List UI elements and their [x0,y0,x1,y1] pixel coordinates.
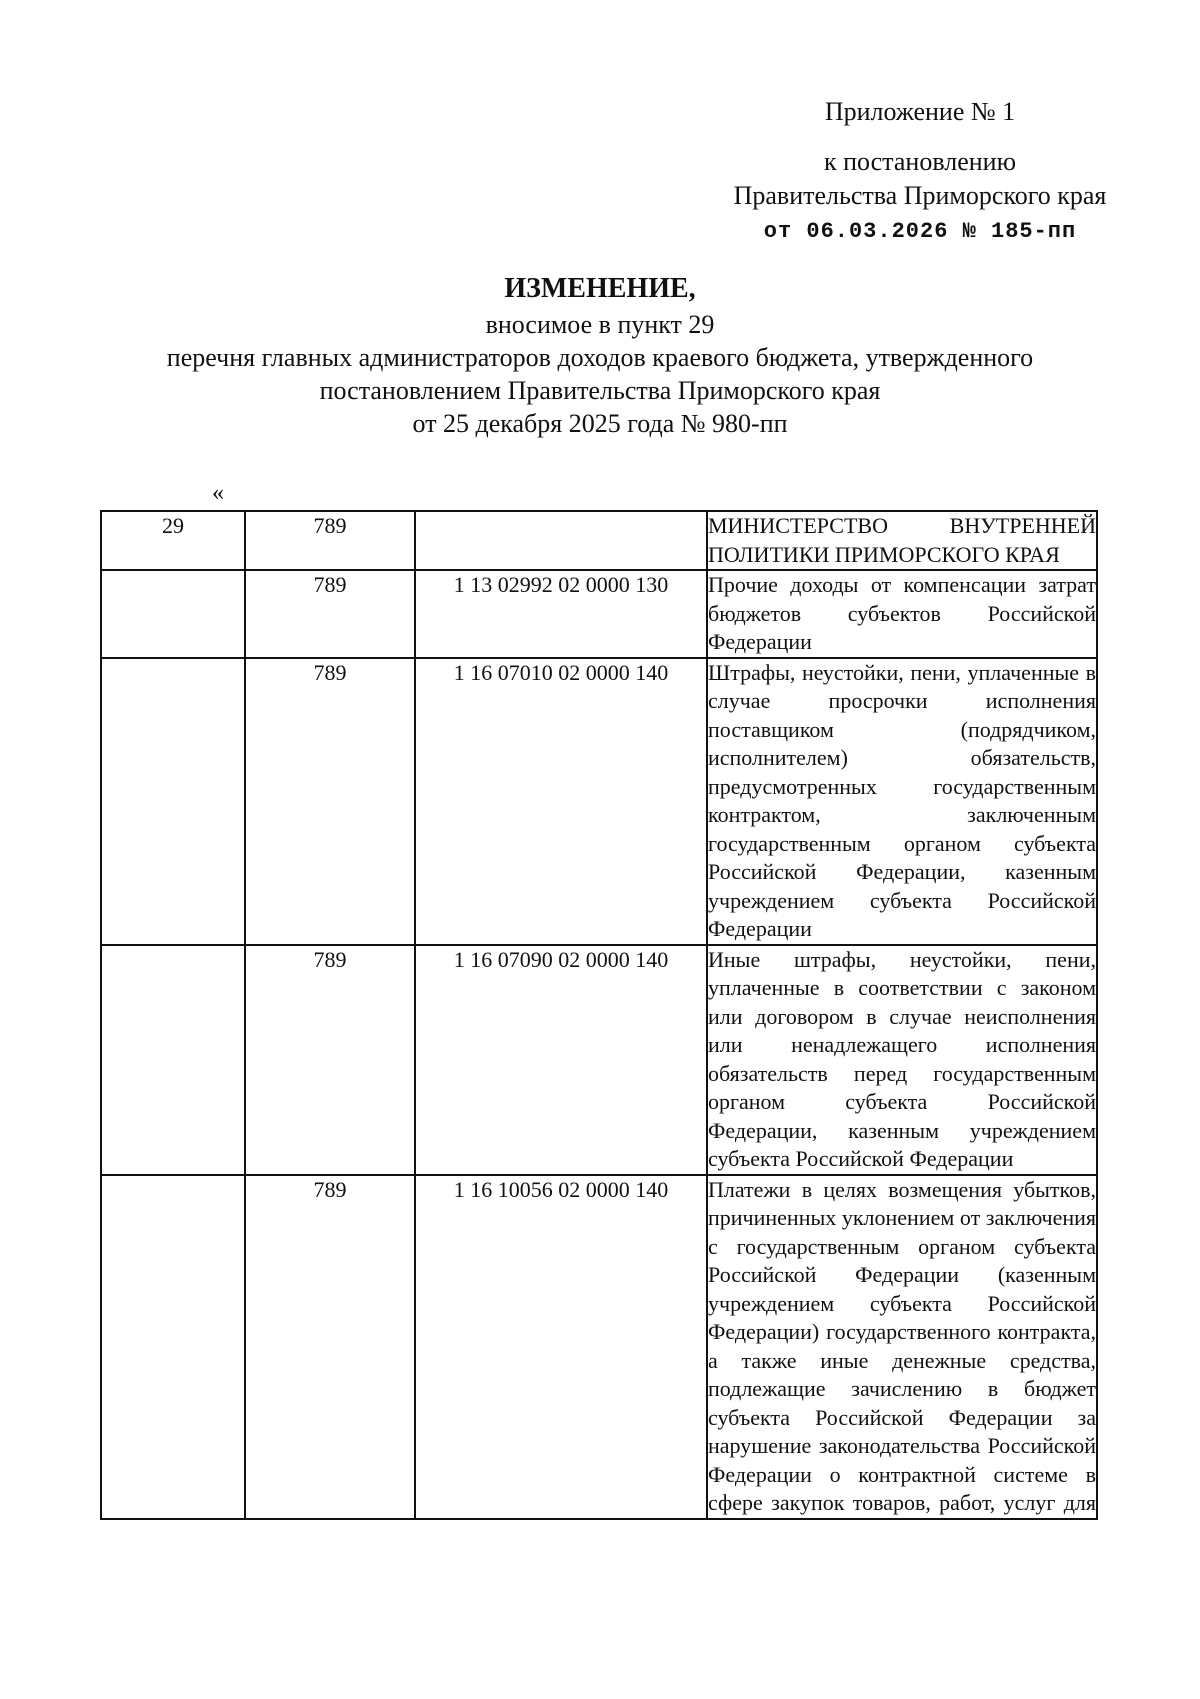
table-row [101,658,1097,945]
income-code-cell: 1 16 07090 02 0000 140 [415,945,707,1175]
document-title: ИЗМЕНЕНИЕ, [504,273,696,304]
appendix-header [700,95,1140,249]
income-name-cell: Прочие доходы от компенсации затрат бюджетов субъектов Российской Федерации [707,570,1097,658]
income-code-cell: 1 13 02992 02 0000 130 [415,570,707,658]
document-title-block [90,270,1110,440]
income-name-cell: Иные штрафы, неустойки, пени, уплаченные в соответствии с законом или договором в случае неисполнения или ненадлежащего исполнения обязательств перед государственным органом субъекта Российской Федерации, казенным учреждением субъекта Российской Федерации [707,945,1097,1175]
admin-code-cell: 789 [245,1175,415,1519]
table-row [101,945,1097,1175]
income-name-cell: МИНИСТЕРСТВО ВНУТРЕННЕЙ ПОЛИТИКИ ПРИМОРСКОГО КРАЯ [707,511,1097,570]
income-name-cell: Платежи в целях возмещения убытков, причиненных уклонением от заключения с государственным органом субъекта Российской Федерации (казенным учреждением субъекта Российской Федерации) государственного контракта, а также иные денежные средства, подлежащие зачислению в бюджет субъекта Российской Федерации за нарушение законодательства Российской Федерации о контрактной системе в сфере закупок товаров, работ, услуг для [707,1175,1097,1519]
row-number-cell: 29 [101,511,245,570]
admin-code-cell: 789 [245,511,415,570]
admin-code-cell: 789 [245,570,415,658]
table-row [101,1175,1097,1519]
title-line-3: перечня главных администраторов доходов краевого бюджета, утвержденного [166,343,1034,372]
administrators-table [100,510,1098,1520]
income-name-cell: Штрафы, неустойки, пени, уплаченные в случае просрочки исполнения поставщиком (подрядчиком, исполнителем) обязательств, предусмотренных государственным контрактом, заключенным государственным органом субъекта Российской Федерации, казенным учреждением субъекта Российской Федерации [707,658,1097,945]
income-code-cell: 1 16 10056 02 0000 140 [415,1175,707,1519]
admin-code-cell: 789 [245,945,415,1175]
title-line-2: вносимое в пункт 29 [485,310,715,339]
appendix-to-resolution: к постановлению [823,147,1017,176]
table-row [101,570,1097,658]
appendix-government: Правительства Приморского края [733,181,1107,210]
income-code-cell: 1 16 07010 02 0000 140 [415,658,707,945]
table-body [101,511,1097,1519]
table-row [101,511,1097,570]
row-number-cell [101,1175,245,1519]
title-line-4: постановлением Правительства Приморского края [319,376,881,405]
resolution-date-stamp: от 06.03.2026 № 185-пп [763,219,1077,244]
appendix-number: Приложение № 1 [824,97,1016,126]
row-number-cell [101,570,245,658]
income-code-cell [415,511,707,570]
admin-code-cell: 789 [245,658,415,945]
title-line-5: от 25 декабря 2025 года № 980-пп [412,409,788,438]
row-number-cell [101,658,245,945]
row-number-cell [101,945,245,1175]
opening-quote: « [212,480,224,506]
